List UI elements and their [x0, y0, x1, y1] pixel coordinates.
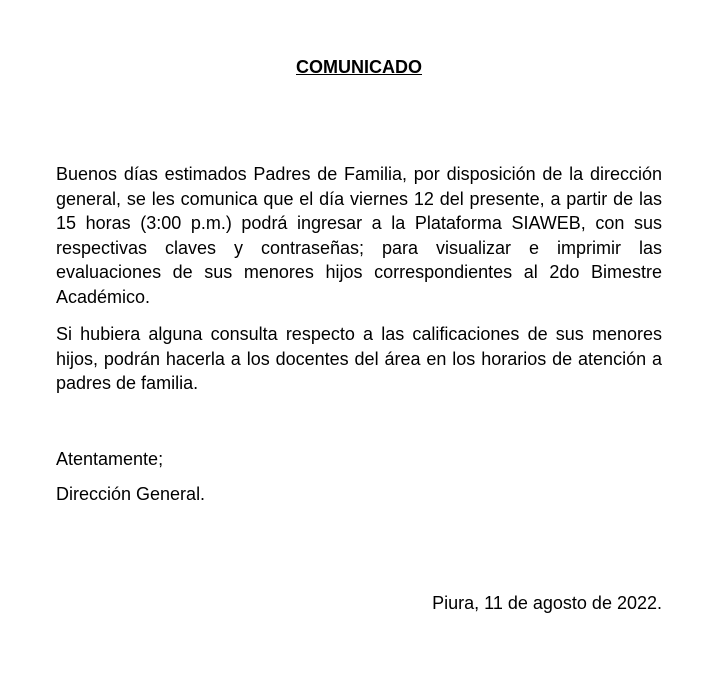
date-location-line: Piura, 11 de agosto de 2022.: [432, 593, 662, 613]
paragraph-announcement: Buenos días estimados Padres de Familia, por disposición de la dirección general, se les comunica que el día viernes 12 del presente, a partir de las 15 horas (3:00 p.m.) podrá ingresar a la Plataforma SIAWEB, con sus respectivas claves y contraseñas; para visualizar e imprimir las evaluaciones de sus menores hijos correspondientes al 2do Bimestre Académico.: [56, 164, 662, 307]
signature-line: Dirección General.: [56, 484, 206, 504]
document-title: COMUNICADO: [296, 57, 422, 77]
paragraph-inquiries: Si hubiera alguna consulta respecto a las calificaciones de sus menores hijos, podrán hacerla a los docentes del área en los horarios de atención a padres de familia.: [56, 324, 662, 393]
closing-salutation: Atentamente;: [56, 449, 164, 469]
